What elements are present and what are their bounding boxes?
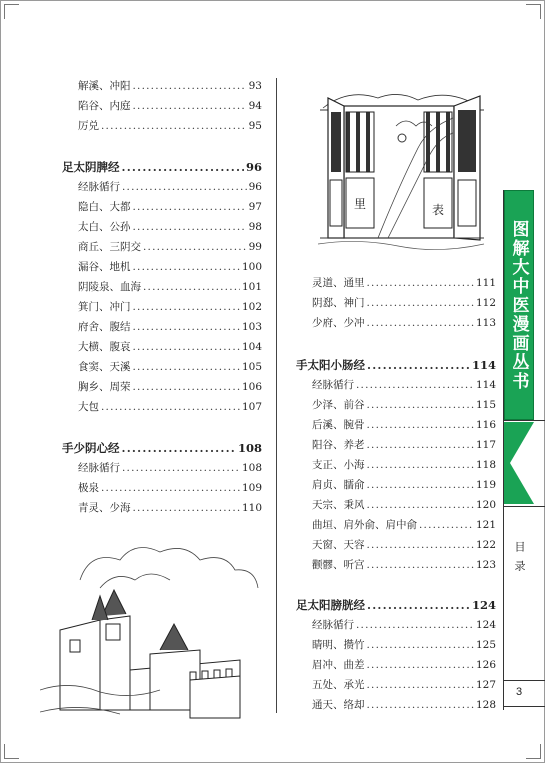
toc-label: 灵道、通里 (312, 277, 365, 289)
toc-label: 阴郄、神门 (312, 297, 365, 309)
sidebar-rule (504, 420, 545, 421)
column-divider (276, 78, 277, 713)
toc-label: 少泽、前谷 (312, 399, 365, 411)
toc-entry-row[interactable] (62, 337, 262, 357)
toc-label: 睛明、攒竹 (312, 639, 365, 651)
toc-leader-dots (356, 375, 474, 395)
toc-page-number: 109 (241, 482, 262, 494)
toc-leader-dots (133, 357, 240, 377)
toc-leader-dots (122, 458, 240, 478)
toc-page-number: 105 (241, 361, 262, 373)
toc-leader-dots (367, 415, 474, 435)
toc-leader-dots (367, 695, 474, 715)
toc-chapter-row[interactable] (296, 595, 496, 615)
toc-label: 阴陵泉、血海 (78, 281, 141, 293)
toc-page-number: 115 (475, 399, 496, 411)
toc-page-number: 110 (241, 502, 262, 514)
toc-page-number: 108 (241, 462, 262, 474)
toc-entry-row[interactable] (62, 297, 262, 317)
toc-label: 府舍、腹结 (78, 321, 131, 333)
toc-label: 手少阴心经 (62, 441, 120, 455)
toc-label: 经脉循行 (312, 619, 354, 631)
toc-label: 胸乡、周荣 (78, 381, 131, 393)
toc-leader-dots (133, 217, 247, 237)
toc-chapter-row[interactable] (62, 157, 262, 177)
toc-page-number: 114 (471, 358, 496, 372)
toc-page-number: 127 (475, 679, 496, 691)
toc-label: 颧髎、听宫 (312, 559, 365, 571)
door-left-label: 里 (353, 197, 367, 211)
toc-entry-row[interactable] (296, 435, 496, 455)
toc-label: 手太阳小肠经 (296, 358, 365, 372)
toc-entry-row[interactable] (296, 375, 496, 395)
toc-page-number: 111 (475, 277, 496, 289)
toc-entry-row[interactable] (296, 293, 496, 313)
toc-leader-dots (133, 96, 247, 116)
toc-entry-row[interactable] (62, 197, 262, 217)
crop-mark-top-left (4, 4, 19, 19)
toc-label: 食窦、天溪 (78, 361, 131, 373)
toc-page-number: 125 (475, 639, 496, 651)
toc-entry-row[interactable] (62, 116, 262, 136)
toc-page-number: 107 (241, 401, 262, 413)
toc-label: 商丘、三阴交 (78, 241, 141, 253)
toc-entry-row[interactable] (296, 615, 496, 635)
toc-entry-row[interactable] (296, 695, 496, 715)
section-label: 目录 (513, 541, 526, 579)
toc-leader-dots (101, 478, 240, 498)
toc-label: 足太阴脾经 (62, 160, 120, 174)
toc-page-number: 117 (475, 439, 496, 451)
toc-label: 陷谷、内庭 (78, 100, 131, 112)
toc-label: 天宗、秉风 (312, 499, 365, 511)
toc-leader-dots (133, 197, 247, 217)
toc-column-right-b (296, 355, 496, 575)
sidebar-rule (504, 706, 545, 707)
toc-label: 解溪、冲阳 (78, 80, 131, 92)
toc-leader-dots (367, 635, 474, 655)
toc-label: 足太阳膀胱经 (296, 598, 365, 612)
toc-page-number: 93 (248, 80, 262, 92)
toc-column-right-a (296, 273, 496, 333)
toc-leader-dots (367, 293, 474, 313)
toc-entry-row[interactable] (62, 498, 262, 518)
toc-entry-row[interactable] (62, 257, 262, 277)
toc-label: 通天、络却 (312, 699, 365, 711)
toc-page-number: 104 (241, 341, 262, 353)
toc-entry-row[interactable] (62, 397, 262, 417)
toc-leader-dots (133, 498, 240, 518)
series-title: 图解大中医漫画丛书 (504, 190, 534, 420)
toc-page-number: 96 (248, 181, 262, 193)
toc-entry-row[interactable] (296, 395, 496, 415)
crop-mark-top-right (526, 4, 541, 19)
toc-entry-row[interactable] (296, 415, 496, 435)
sidebar (503, 190, 545, 710)
toc-leader-dots (367, 535, 474, 555)
toc-label: 大横、腹哀 (78, 341, 131, 353)
toc-entry-row[interactable] (62, 277, 262, 297)
toc-entry-row[interactable] (296, 495, 496, 515)
toc-leader-dots (367, 313, 474, 333)
toc-label: 眉冲、曲差 (312, 659, 365, 671)
chevron-left-icon (504, 422, 534, 504)
door-right-label: 表 (431, 203, 445, 217)
toc-page-number: 112 (475, 297, 496, 309)
toc-page-number: 100 (241, 261, 262, 273)
toc-page-number: 106 (241, 381, 262, 393)
sidebar-rule (504, 506, 545, 507)
toc-label: 后溪、腕骨 (312, 419, 365, 431)
toc-leader-dots (143, 277, 240, 297)
toc-entry-row[interactable] (296, 635, 496, 655)
toc-leader-dots (133, 297, 240, 317)
toc-leader-dots (122, 438, 236, 458)
toc-label: 经脉循行 (312, 379, 354, 391)
toc-leader-dots (367, 675, 474, 695)
toc-entry-row[interactable] (62, 177, 262, 197)
toc-label: 经脉循行 (78, 181, 120, 193)
toc-entry-row[interactable] (62, 237, 262, 257)
sidebar-rule (504, 680, 545, 681)
open-double-door-illustration-icon (318, 88, 486, 260)
toc-label: 曲垣、肩外俞、肩中俞 (312, 519, 417, 531)
toc-entry-row[interactable] (296, 455, 496, 475)
toc-leader-dots (419, 515, 474, 535)
toc-page-number: 103 (241, 321, 262, 333)
toc-leader-dots (367, 495, 474, 515)
toc-page-number: 108 (237, 441, 262, 455)
toc-entry-row[interactable] (296, 535, 496, 555)
toc-leader-dots (367, 455, 474, 475)
toc-page-number: 119 (475, 479, 496, 491)
toc-leader-dots (101, 397, 240, 417)
toc-page-number: 114 (475, 379, 496, 391)
toc-leader-dots (367, 475, 474, 495)
toc-column-right-c (296, 595, 496, 715)
toc-entry-row[interactable] (62, 458, 262, 478)
toc-entry-row[interactable] (62, 317, 262, 337)
toc-page-number: 102 (241, 301, 262, 313)
toc-entry-row[interactable] (296, 313, 496, 333)
toc-label: 支正、小海 (312, 459, 365, 471)
castle-in-clouds-illustration-icon (40, 540, 272, 720)
toc-spacer (62, 136, 262, 157)
toc-label: 太白、公孙 (78, 221, 131, 233)
toc-label: 漏谷、地机 (78, 261, 131, 273)
toc-page-number: 98 (248, 221, 262, 233)
toc-entry-row[interactable] (62, 217, 262, 237)
toc-entry-row[interactable] (62, 377, 262, 397)
toc-entry-row[interactable] (62, 478, 262, 498)
toc-leader-dots (367, 555, 474, 575)
crop-mark-bottom-right (526, 744, 541, 759)
toc-leader-dots (367, 395, 474, 415)
toc-entry-row[interactable] (296, 475, 496, 495)
toc-label: 隐白、大都 (78, 201, 131, 213)
toc-label: 大包 (78, 401, 99, 413)
toc-leader-dots (143, 237, 247, 257)
toc-leader-dots (122, 157, 244, 177)
toc-page-number: 121 (475, 519, 496, 531)
toc-page-number: 123 (475, 559, 496, 571)
toc-page-number: 118 (475, 459, 496, 471)
toc-label: 天窗、天容 (312, 539, 365, 551)
toc-leader-dots (133, 317, 240, 337)
toc-entry-row[interactable] (296, 675, 496, 695)
toc-leader-dots (133, 337, 240, 357)
toc-leader-dots (356, 615, 474, 635)
toc-page-number: 124 (475, 619, 496, 631)
toc-label: 厉兑 (78, 120, 99, 132)
toc-leader-dots (367, 595, 470, 615)
toc-page-number: 94 (248, 100, 262, 112)
toc-chapter-row[interactable] (296, 355, 496, 375)
toc-leader-dots (133, 257, 240, 277)
toc-entry-row[interactable] (62, 96, 262, 116)
toc-entry-row[interactable] (296, 555, 496, 575)
toc-entry-row[interactable] (296, 655, 496, 675)
toc-leader-dots (133, 76, 247, 96)
toc-leader-dots (101, 116, 247, 136)
toc-page-number: 124 (471, 598, 496, 612)
toc-label: 阳谷、养老 (312, 439, 365, 451)
toc-spacer (62, 417, 262, 438)
toc-page-number: 116 (475, 419, 496, 431)
toc-label: 少府、少冲 (312, 317, 365, 329)
crop-mark-bottom-left (4, 744, 19, 759)
toc-label: 经脉循行 (78, 462, 120, 474)
toc-page-number: 122 (475, 539, 496, 551)
toc-leader-dots (367, 655, 474, 675)
toc-entry-row[interactable] (296, 515, 496, 535)
toc-entry-row[interactable] (296, 273, 496, 293)
toc-page-number: 128 (475, 699, 496, 711)
toc-leader-dots (367, 355, 470, 375)
toc-chapter-row[interactable] (62, 438, 262, 458)
toc-label: 极泉 (78, 482, 99, 494)
toc-label: 肩贞、臑俞 (312, 479, 365, 491)
toc-page-number: 126 (475, 659, 496, 671)
toc-column-left (62, 76, 262, 518)
toc-page-number: 97 (248, 201, 262, 213)
toc-page-number: 113 (475, 317, 496, 329)
page-number: 3 (515, 686, 523, 698)
toc-page-number: 101 (241, 281, 262, 293)
toc-label: 青灵、少海 (78, 502, 131, 514)
toc-label: 箕门、冲门 (78, 301, 131, 313)
toc-leader-dots (367, 273, 474, 293)
toc-page-number: 99 (248, 241, 262, 253)
toc-leader-dots (122, 177, 247, 197)
toc-leader-dots (133, 377, 240, 397)
toc-entry-row[interactable] (62, 76, 262, 96)
toc-leader-dots (367, 435, 474, 455)
toc-page-number: 120 (475, 499, 496, 511)
toc-label: 五处、承光 (312, 679, 365, 691)
toc-entry-row[interactable] (62, 357, 262, 377)
toc-page-number: 96 (245, 160, 262, 174)
toc-page-number: 95 (248, 120, 262, 132)
